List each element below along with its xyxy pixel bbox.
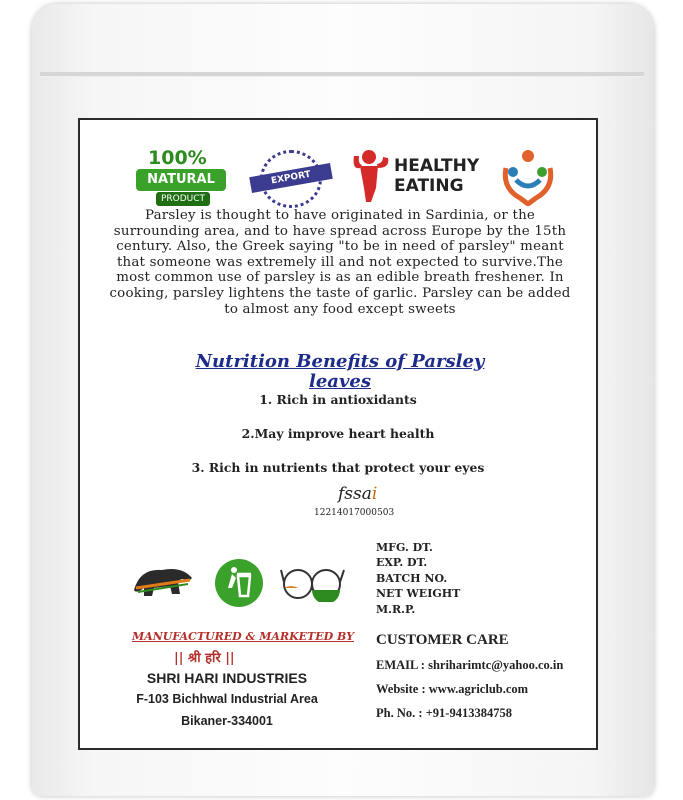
swachh-bharat-glasses-icon [280,562,346,602]
field-mfg-date: MFG. DT. [376,541,433,554]
benefit-item: 2.May improve heart health [241,426,435,441]
benefit-item: 1. Rich in antioxidants [259,392,417,407]
badge-percent: 100% [148,147,207,169]
intro-paragraph: Parsley is thought to have originated in Sardinia, or the surrounding area, and to have spread across Europe by the 15th century. Also, the Greek saying "to be in need of parsley" meant that someone was extremely ill and not expected to survive.The most common use of parsley is as an edible breath freshener. In cooking, parsley lightens the taste of garlic. Parsley can be added to almost any food except sweets [109,208,571,317]
customer-care-title: CUSTOMER CARE [376,632,509,648]
heading-line2: leaves [309,371,371,392]
product-fields [376,540,460,617]
family-heart-icon [500,148,556,206]
company-address-line1: F-103 Bichhwal Industrial Area [136,692,318,706]
healthy-eating-badge [352,148,482,208]
healthy-line1: HEALTHY [394,156,480,176]
product-label [78,118,598,750]
fssai-logo-suffix: i [371,484,378,504]
nutrition-heading [160,352,520,392]
fssai-license-number: 12214017000503 [314,508,395,518]
field-mrp: M.R.P. [376,602,416,616]
badge-natural: NATURAL [136,169,226,191]
heading-line1: Nutrition Benefits of Parsley [195,351,485,372]
customer-care-email: EMAIL : shriharimtc@yahoo.co.in [376,658,564,672]
dustbin-icon [214,558,264,608]
fssai-logo [338,484,377,504]
fssai-logo-prefix: fssa [338,484,372,504]
healthy-line2: EATING [394,176,464,196]
company-name: SHRI HARI INDUSTRIES [146,670,308,686]
field-net-weight: NET WEIGHT [376,587,461,601]
benefit-item: 3. Rich in nutrients that protect your eyes [191,460,485,475]
healthy-eating-text [394,156,479,196]
company-address-line2: Bikaner-334001 [181,714,273,728]
export-quality-seal [250,150,332,210]
badge-product: PRODUCT [156,192,210,206]
seal-text: EXPORT QUALITY [249,163,333,193]
natural-product-badge [136,147,230,209]
devanagari-text: || श्री हरि || [174,651,235,666]
zip-seal [40,72,644,77]
field-exp-date: EXP. DT. [376,556,428,570]
customer-care-phone: Ph. No. : +91-9413384758 [376,706,512,720]
muscle-man-icon [352,148,392,204]
field-batch-no: BATCH NO. [376,571,448,585]
manufacturer-title: MANUFACTURED & MARKETED BY [132,630,354,643]
customer-care-website: Website : www.agriclub.com [376,682,529,696]
make-in-india-lion-icon [132,560,194,600]
